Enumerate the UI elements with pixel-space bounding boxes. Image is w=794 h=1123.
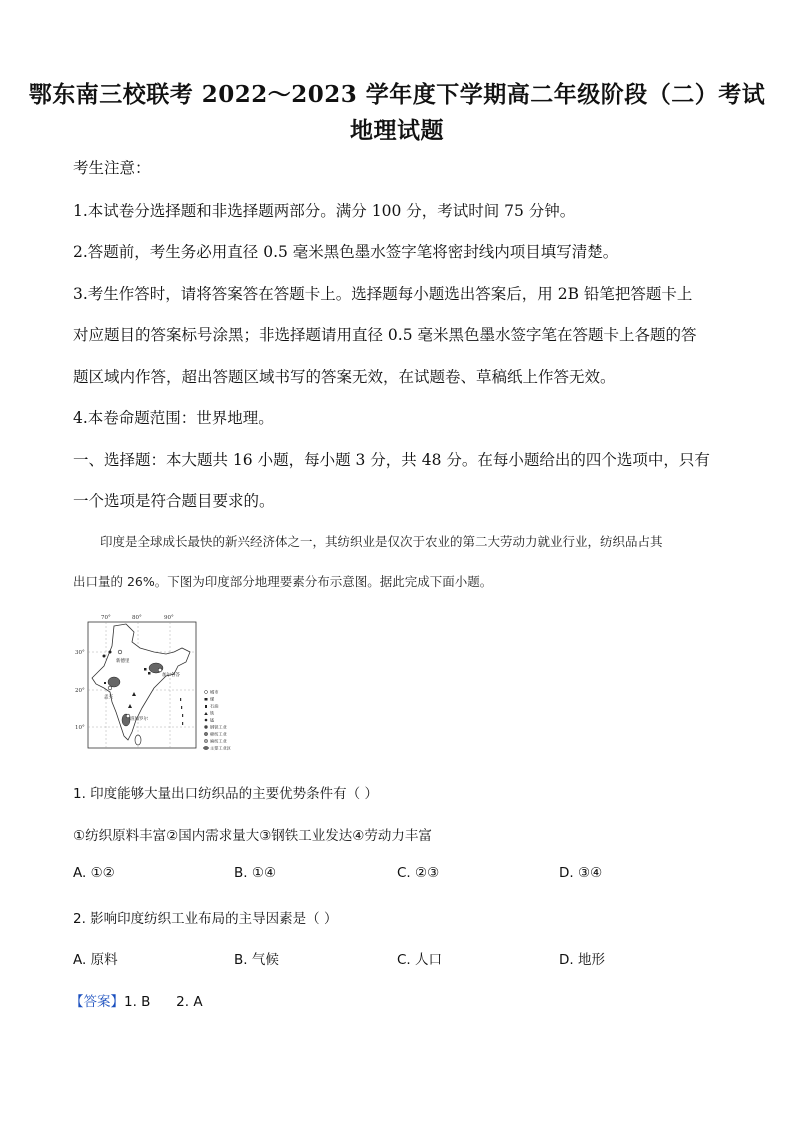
notice-item-3-cont2: 题区域内作答，超出答题区域书写的答案无效，在试题卷、草稿纸上作答无效。 (73, 368, 616, 386)
question-2-option-d: D. 地形 (559, 952, 605, 968)
exam-subject-title: 地理试题 (350, 117, 444, 144)
svg-text:主要工业区: 主要工业区 (210, 745, 231, 751)
notice-item-4: 4.本卷命题范围：世界地理。 (73, 409, 274, 427)
answer-text: 1. B 2. A (124, 994, 203, 1010)
answer-line (70, 990, 203, 1010)
city-label: 孟买 (104, 695, 113, 700)
notice-item-2: 2.答题前，考生务必用直径 0.5 毫米黑色墨水签字笔将密封线内项目填写清楚。 (73, 243, 619, 261)
section-heading: 一、选择题：本大题共 16 小题，每小题 3 分，共 48 分。在每小题给出的四个选项中，只有 (73, 451, 710, 469)
question-2-option-b: B. 气候 (234, 952, 279, 968)
section-heading-cont: 一个选项是符合题目要求的。 (73, 492, 275, 510)
svg-text:钢铁工业: 钢铁工业 (210, 724, 227, 730)
map-lat-label: 10° (75, 725, 85, 731)
sri-lanka (135, 735, 141, 745)
question-2-option-c: C. 人口 (397, 952, 443, 968)
svg-text:铁: 铁 (210, 710, 215, 716)
passage-line-2: 出口量的 26%。下图为印度部分地理要素分布示意图。据此完成下面小题。 (73, 574, 493, 589)
answer-tag: 【答案】 (70, 994, 124, 1010)
question-1-option-b: B. ①④ (234, 865, 277, 881)
notice-heading: 考生注意： (73, 159, 151, 177)
svg-text:城市: 城市 (210, 689, 219, 695)
question-1-statements: ①纺织原料丰富②国内需求量大③钢铁工业发达④劳动力丰富 (73, 828, 432, 844)
map-legend (203, 689, 231, 752)
question-2-option-a: A. 原料 (73, 952, 118, 968)
question-1-option-c: C. ②③ (397, 865, 440, 881)
map-lon-label: 90° (164, 615, 174, 621)
question-1-option-a: A. ①② (73, 865, 115, 881)
exam-title: 鄂东南三校联考 2022～2023 学年度下学期高二年级阶段（二）考试 (28, 81, 766, 108)
svg-text:石油: 石油 (210, 703, 219, 709)
notice-item-1: 1.本试卷分选择题和非选择题两部分。满分 100 分，考试时间 75 分钟。 (73, 202, 576, 220)
passage-line-1: 印度是全球成长最快的新兴经济体之一，其纺织业是仅次于农业的第二大劳动力就业行业，纺织品占其 (100, 534, 663, 549)
svg-text:锰: 锰 (210, 717, 215, 723)
city-label: 班加罗尔 (130, 717, 148, 722)
question-1-option-d: D. ③④ (559, 865, 603, 881)
notice-item-3-cont: 对应题目的答案标号涂黑；非选择题请用直径 0.5 毫米黑色墨水签字笔在答题卡上各题的答 (73, 326, 697, 344)
city-label: 加尔各答 (162, 673, 180, 678)
map-lon-label: 80° (132, 615, 142, 621)
map-lon-label: 70° (101, 615, 111, 621)
svg-text:棉纺工业: 棉纺工业 (210, 731, 227, 737)
question-2-stem: 2. 影响印度纺织工业布局的主导因素是（ ） (73, 911, 338, 927)
india-map-figure (74, 612, 246, 760)
svg-text:麻纺工业: 麻纺工业 (210, 738, 227, 744)
svg-text:煤: 煤 (210, 696, 215, 702)
notice-item-3: 3.考生作答时，请将答案答在答题卡上。选择题每小题选出答案后，用 2B 铅笔把答题卡上 (73, 285, 693, 303)
map-lat-label: 20° (75, 688, 85, 694)
map-lat-label: 30° (75, 650, 85, 656)
city-label: 新德里 (116, 659, 130, 664)
question-1-stem: 1. 印度能够大量出口纺织品的主要优势条件有（ ） (73, 786, 378, 802)
